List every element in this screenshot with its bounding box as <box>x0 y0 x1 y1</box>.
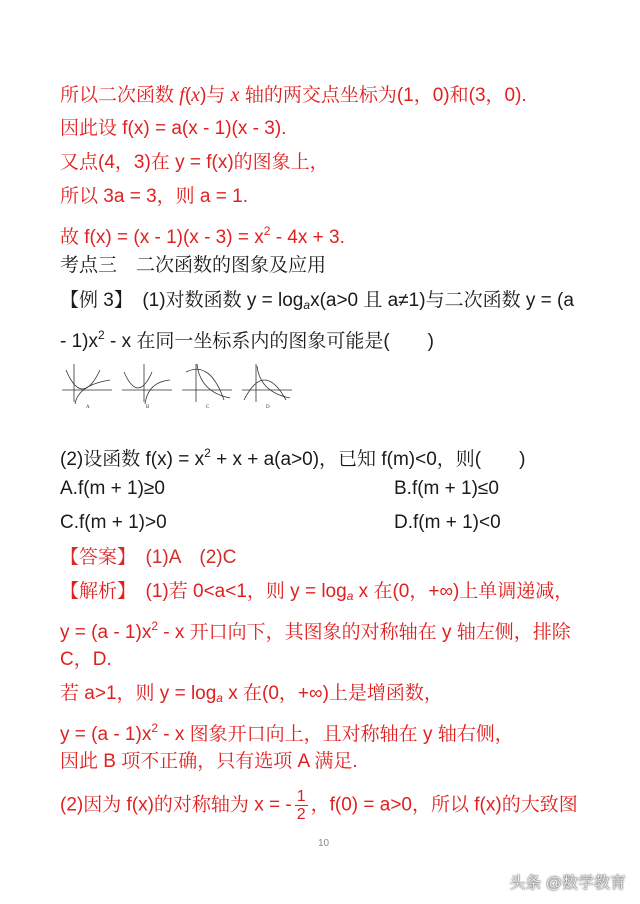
analysis-line-7: (2)因为 f(x)的对称轴为 x = - $\frac{1}{2}$ ，f(0) = a>0，所以 f(x)的大致图 <box>60 788 578 823</box>
analysis-line-5: $y = (a - 1)x^2 - x$ 图象开口向上，且对称轴在 y 轴右侧， <box>60 721 514 745</box>
analysis-line-1: 【解析】 (1)若 0<a<1，则 $y = \log_a x$ 在(0，+∞)上单调递减， <box>60 581 574 603</box>
analysis-line-4: 若 a>1，则 $y = \log_a x$ 在(0，+∞)上是增函数， <box>60 683 443 705</box>
page-number: 10 <box>318 838 330 849</box>
graph-label-a: A <box>86 405 90 410</box>
option-d: D.f(m + 1)<0 <box>394 512 501 533</box>
option-c: C.f(m + 1)>0 <box>60 512 167 533</box>
graph-a <box>62 364 112 404</box>
analysis-line-3: C，D. <box>60 649 112 670</box>
section-heading: 考点三 二次函数的图象及应用 <box>60 255 327 276</box>
example-line-1: 【例 3】 (1)对数函数 $y = \log_ax(a>0$ 且 a≠1)与二次函数 y = (a <box>60 290 574 312</box>
graph-c <box>182 364 232 402</box>
graph-label-b: B <box>146 405 150 410</box>
analysis-line-2: $y = (a - 1)x^2 - x$ 开口向下，其图象的对称轴在 y 轴左侧，排除 <box>60 619 571 643</box>
example-line-2: - $1)x^2$ - x 在同一坐标系内的图象可能是( ) <box>60 328 435 352</box>
solution-line-2: 因此设 f(x) = a(x - 1)(x - 3). <box>60 118 287 139</box>
graph-label-c: C <box>206 405 210 410</box>
solution-line-3: 又点(4，3)在 y = f(x)的图象上， <box>60 152 329 173</box>
analysis-label: 【解析】 <box>60 581 127 602</box>
answer-label: 【答案】 <box>60 547 127 568</box>
analysis-line-6: 因此 B 项不正确，只有选项 A 满足. <box>60 751 358 772</box>
solution-line-5: 故 $f(x) = (x - 1)(x - 3) = x^2 - 4x + 3$. <box>60 224 345 248</box>
graph-d <box>242 364 292 402</box>
graph-b <box>122 364 172 404</box>
watermark: 头条 @数学教育 <box>509 875 626 892</box>
solution-line-1: 所以二次函数 f(x)与 x 轴的两交点坐标为(1，0)和(3，0). <box>60 84 527 106</box>
option-a: A.f(m + 1)≥0 <box>60 478 165 499</box>
option-graphs <box>60 360 300 410</box>
fraction: $\frac{1}{2}$ <box>296 788 306 823</box>
solution-line-4: 所以 3a = 3，则 a = 1. <box>60 186 248 207</box>
option-b: B.f(m + 1)≤0 <box>394 478 499 499</box>
graph-label-d: D <box>266 405 270 410</box>
answer-line: 【答案】 (1)A (2)C <box>60 547 237 568</box>
question-2-line: (2)设函数 $f(x) = x^2 + x + a(a>0)$，已知 f(m)<0，则( ) <box>60 446 526 470</box>
